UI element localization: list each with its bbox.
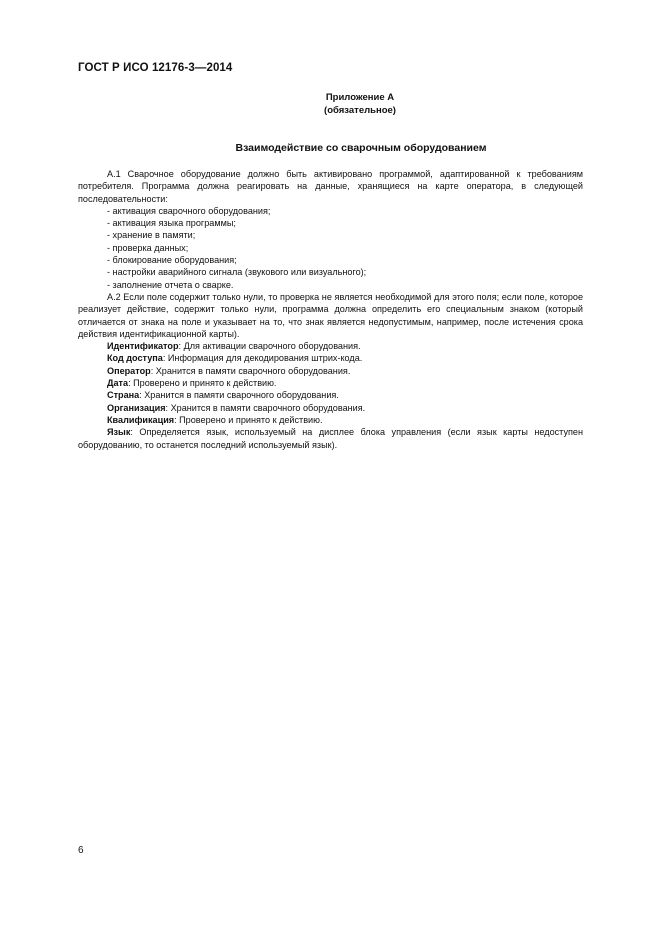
standard-designation: ГОСТ Р ИСО 12176-3—2014 [78,62,233,74]
paragraph-a1: А.1 Сварочное оборудование должно быть активировано программой, адаптированной к требованиям потребителя. Программа должна реагировать на данные, хранящиеся на карте оператора, в следующей последовательности: [78,169,583,204]
definition-term: Идентификатор [107,341,179,352]
page-number: 6 [78,845,84,856]
appendix-status: (обязательное) [324,105,396,116]
definition-term: Код доступа [107,353,163,364]
definition-item [78,426,583,451]
definition-desc: : Хранится в памяти сварочного оборудования. [139,390,339,401]
list-item: - блокирование оборудования; [107,255,237,266]
definition-item [78,389,583,401]
paragraph-a2: А.2 Если поле содержит только нули, то проверка не является необходимой для этого поля; если поле, которое реализует действие, содержит только нули, программа должна определить его специальным знаком (который отличается от знака на поле и указывает на то, что знак является недопустимым, например, после истечения срока действия идентификационной карты). [78,291,583,339]
list-item: - заполнение отчета о сварке. [107,279,234,290]
definition-desc: : Проверено и принято к действию. [128,378,277,389]
definition-term: Дата [107,378,129,389]
definition-item [78,340,583,352]
list-item: - активация языка программы; [107,218,236,229]
definition-term: Язык [107,427,131,438]
list-item: - хранение в памяти; [107,230,196,241]
definition-desc: : Хранится в памяти сварочного оборудования. [165,402,366,413]
document-body [78,168,583,451]
definition-item [78,365,583,377]
definition-desc: : Информация для декодирования штрих-кода. [162,353,363,364]
definition-item [78,377,583,389]
definition-desc: : Хранится в памяти сварочного оборудования. [150,365,351,376]
definition-term: Квалификация [107,414,175,425]
list-item: - проверка данных; [107,242,189,253]
definition-desc: : Проверено и принято к действию. [174,414,323,425]
definition-desc: : Для активации сварочного оборудования. [178,341,361,352]
definition-term: Организация [107,402,166,413]
definition-term: Оператор [107,365,151,376]
definition-desc: : Определяется язык, используемый на дисплее блока управления (если язык карты недоступен оборудованию, то останется последний используемый язык). [78,427,583,450]
list-item: - активация сварочного оборудования; [107,205,271,216]
definition-item [78,352,583,364]
definition-item [78,414,583,426]
list-item: - настройки аварийного сигнала (звукового или визуального); [107,267,367,278]
appendix-title: Приложение А [325,92,395,103]
definition-term: Страна [107,390,140,401]
definition-item [78,402,583,414]
section-title: Взаимодействие со сварочным оборудованием [235,142,487,154]
